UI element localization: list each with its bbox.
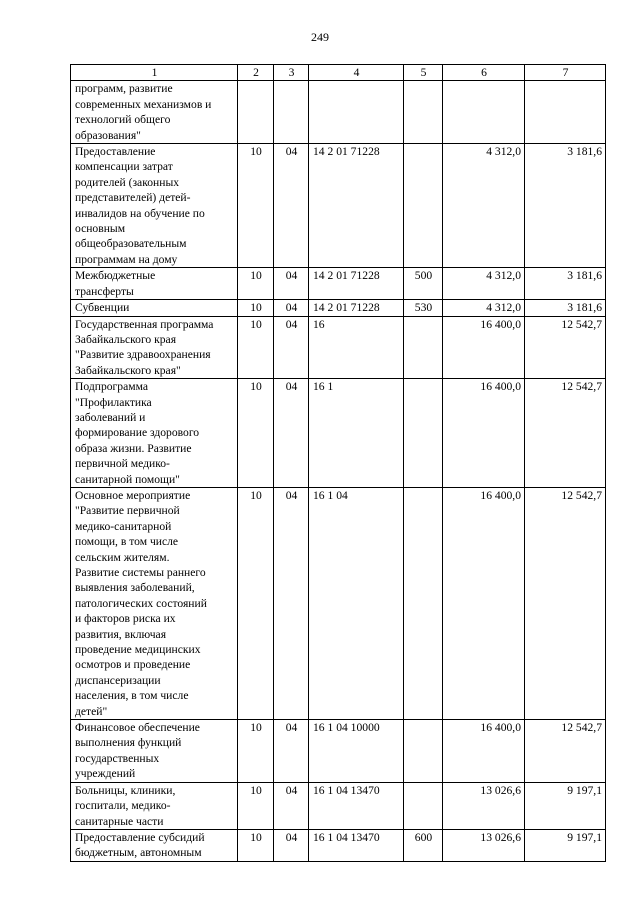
target-article-code: 16 xyxy=(309,316,404,379)
target-article-code: 14 2 01 71228 xyxy=(309,268,404,300)
column-header: 6 xyxy=(443,65,525,81)
section-code: 10 xyxy=(238,316,274,379)
amount-plan: 16 400,0 xyxy=(443,379,525,488)
subsection-code: 04 xyxy=(274,144,309,268)
target-article-code: 14 2 01 71228 xyxy=(309,300,404,316)
table-row xyxy=(71,782,606,829)
row-name: Финансовое обеспечение выполнения функций государственных учреждений xyxy=(71,720,238,783)
amount-plan: 16 400,0 xyxy=(443,487,525,719)
page-number: 249 xyxy=(311,30,329,44)
expense-type-code xyxy=(404,144,443,268)
expense-type-code xyxy=(404,379,443,488)
section-code: 10 xyxy=(238,782,274,829)
row-name: Основное мероприятие "Развитие первичной медико-санитарной помощи, в том числе сельским жителям. Развитие системы раннего выявления заболеваний, патологических состояний и факторов риска их развития, включая проведение медицинских осмотров и проведение диспансеризации населения, в том числе детей" xyxy=(71,487,238,719)
column-header: 7 xyxy=(525,65,606,81)
target-article-code: 16 1 04 13470 xyxy=(309,829,404,861)
expense-type-code xyxy=(404,81,443,144)
row-name: Предоставление субсидий бюджетным, автономным xyxy=(71,829,238,861)
amount-executed xyxy=(525,81,606,144)
table-row xyxy=(71,144,606,268)
amount-executed: 12 542,7 xyxy=(525,316,606,379)
amount-executed: 9 197,1 xyxy=(525,782,606,829)
amount-executed: 12 542,7 xyxy=(525,379,606,488)
subsection-code: 04 xyxy=(274,829,309,861)
expense-type-code xyxy=(404,316,443,379)
row-name: программ, развитие современных механизмов и технологий общего образования" xyxy=(71,81,238,144)
subsection-code: 04 xyxy=(274,379,309,488)
expense-type-code: 500 xyxy=(404,268,443,300)
expense-type-code xyxy=(404,720,443,783)
subsection-code: 04 xyxy=(274,487,309,719)
row-name: Больницы, клиники, госпитали, медико- санитарные части xyxy=(71,782,238,829)
table-row xyxy=(71,300,606,316)
target-article-code: 16 1 xyxy=(309,379,404,488)
subsection-code: 04 xyxy=(274,268,309,300)
column-header: 3 xyxy=(274,65,309,81)
table-row xyxy=(71,487,606,719)
section-code: 10 xyxy=(238,829,274,861)
expense-type-code xyxy=(404,782,443,829)
row-name: Предоставление компенсации затрат родителей (законных представителей) детей- инвалидов на обучение по основным общеобразовательным программам на дому xyxy=(71,144,238,268)
table-row xyxy=(71,720,606,783)
amount-executed: 12 542,7 xyxy=(525,720,606,783)
section-code: 10 xyxy=(238,268,274,300)
amount-plan: 13 026,6 xyxy=(443,829,525,861)
target-article-code: 16 1 04 13470 xyxy=(309,782,404,829)
amount-plan: 16 400,0 xyxy=(443,316,525,379)
amount-executed: 9 197,1 xyxy=(525,829,606,861)
subsection-code: 04 xyxy=(274,720,309,783)
target-article-code: 16 1 04 xyxy=(309,487,404,719)
table-row xyxy=(71,268,606,300)
row-name: Субвенции xyxy=(71,300,238,316)
section-code: 10 xyxy=(238,379,274,488)
amount-plan xyxy=(443,81,525,144)
target-article-code: 16 1 04 10000 xyxy=(309,720,404,783)
amount-plan: 16 400,0 xyxy=(443,720,525,783)
expense-type-code xyxy=(404,487,443,719)
section-code: 10 xyxy=(238,144,274,268)
table-row xyxy=(71,316,606,379)
row-name: Межбюджетные трансферты xyxy=(71,268,238,300)
section-code xyxy=(238,81,274,144)
expense-type-code: 600 xyxy=(404,829,443,861)
target-article-code: 14 2 01 71228 xyxy=(309,144,404,268)
table-row xyxy=(71,829,606,861)
amount-executed: 3 181,6 xyxy=(525,300,606,316)
amount-executed: 3 181,6 xyxy=(525,144,606,268)
row-name: Государственная программа Забайкальского края "Развитие здравоохранения Забайкальского края" xyxy=(71,316,238,379)
header-row xyxy=(71,65,606,81)
subsection-code: 04 xyxy=(274,782,309,829)
amount-plan: 13 026,6 xyxy=(443,782,525,829)
subsection-code xyxy=(274,81,309,144)
section-code: 10 xyxy=(238,720,274,783)
amount-plan: 4 312,0 xyxy=(443,268,525,300)
expense-type-code: 530 xyxy=(404,300,443,316)
budget-table xyxy=(70,64,606,862)
row-name: Подпрограмма "Профилактика заболеваний и формирование здорового образа жизни. Развитие первичной медико- санитарной помощи" xyxy=(71,379,238,488)
amount-executed: 3 181,6 xyxy=(525,268,606,300)
column-header: 4 xyxy=(309,65,404,81)
subsection-code: 04 xyxy=(274,316,309,379)
table-row xyxy=(71,81,606,144)
section-code: 10 xyxy=(238,300,274,316)
amount-plan: 4 312,0 xyxy=(443,300,525,316)
column-header: 5 xyxy=(404,65,443,81)
column-header: 1 xyxy=(71,65,238,81)
amount-executed: 12 542,7 xyxy=(525,487,606,719)
column-header: 2 xyxy=(238,65,274,81)
amount-plan: 4 312,0 xyxy=(443,144,525,268)
subsection-code: 04 xyxy=(274,300,309,316)
target-article-code xyxy=(309,81,404,144)
table-row xyxy=(71,379,606,488)
section-code: 10 xyxy=(238,487,274,719)
